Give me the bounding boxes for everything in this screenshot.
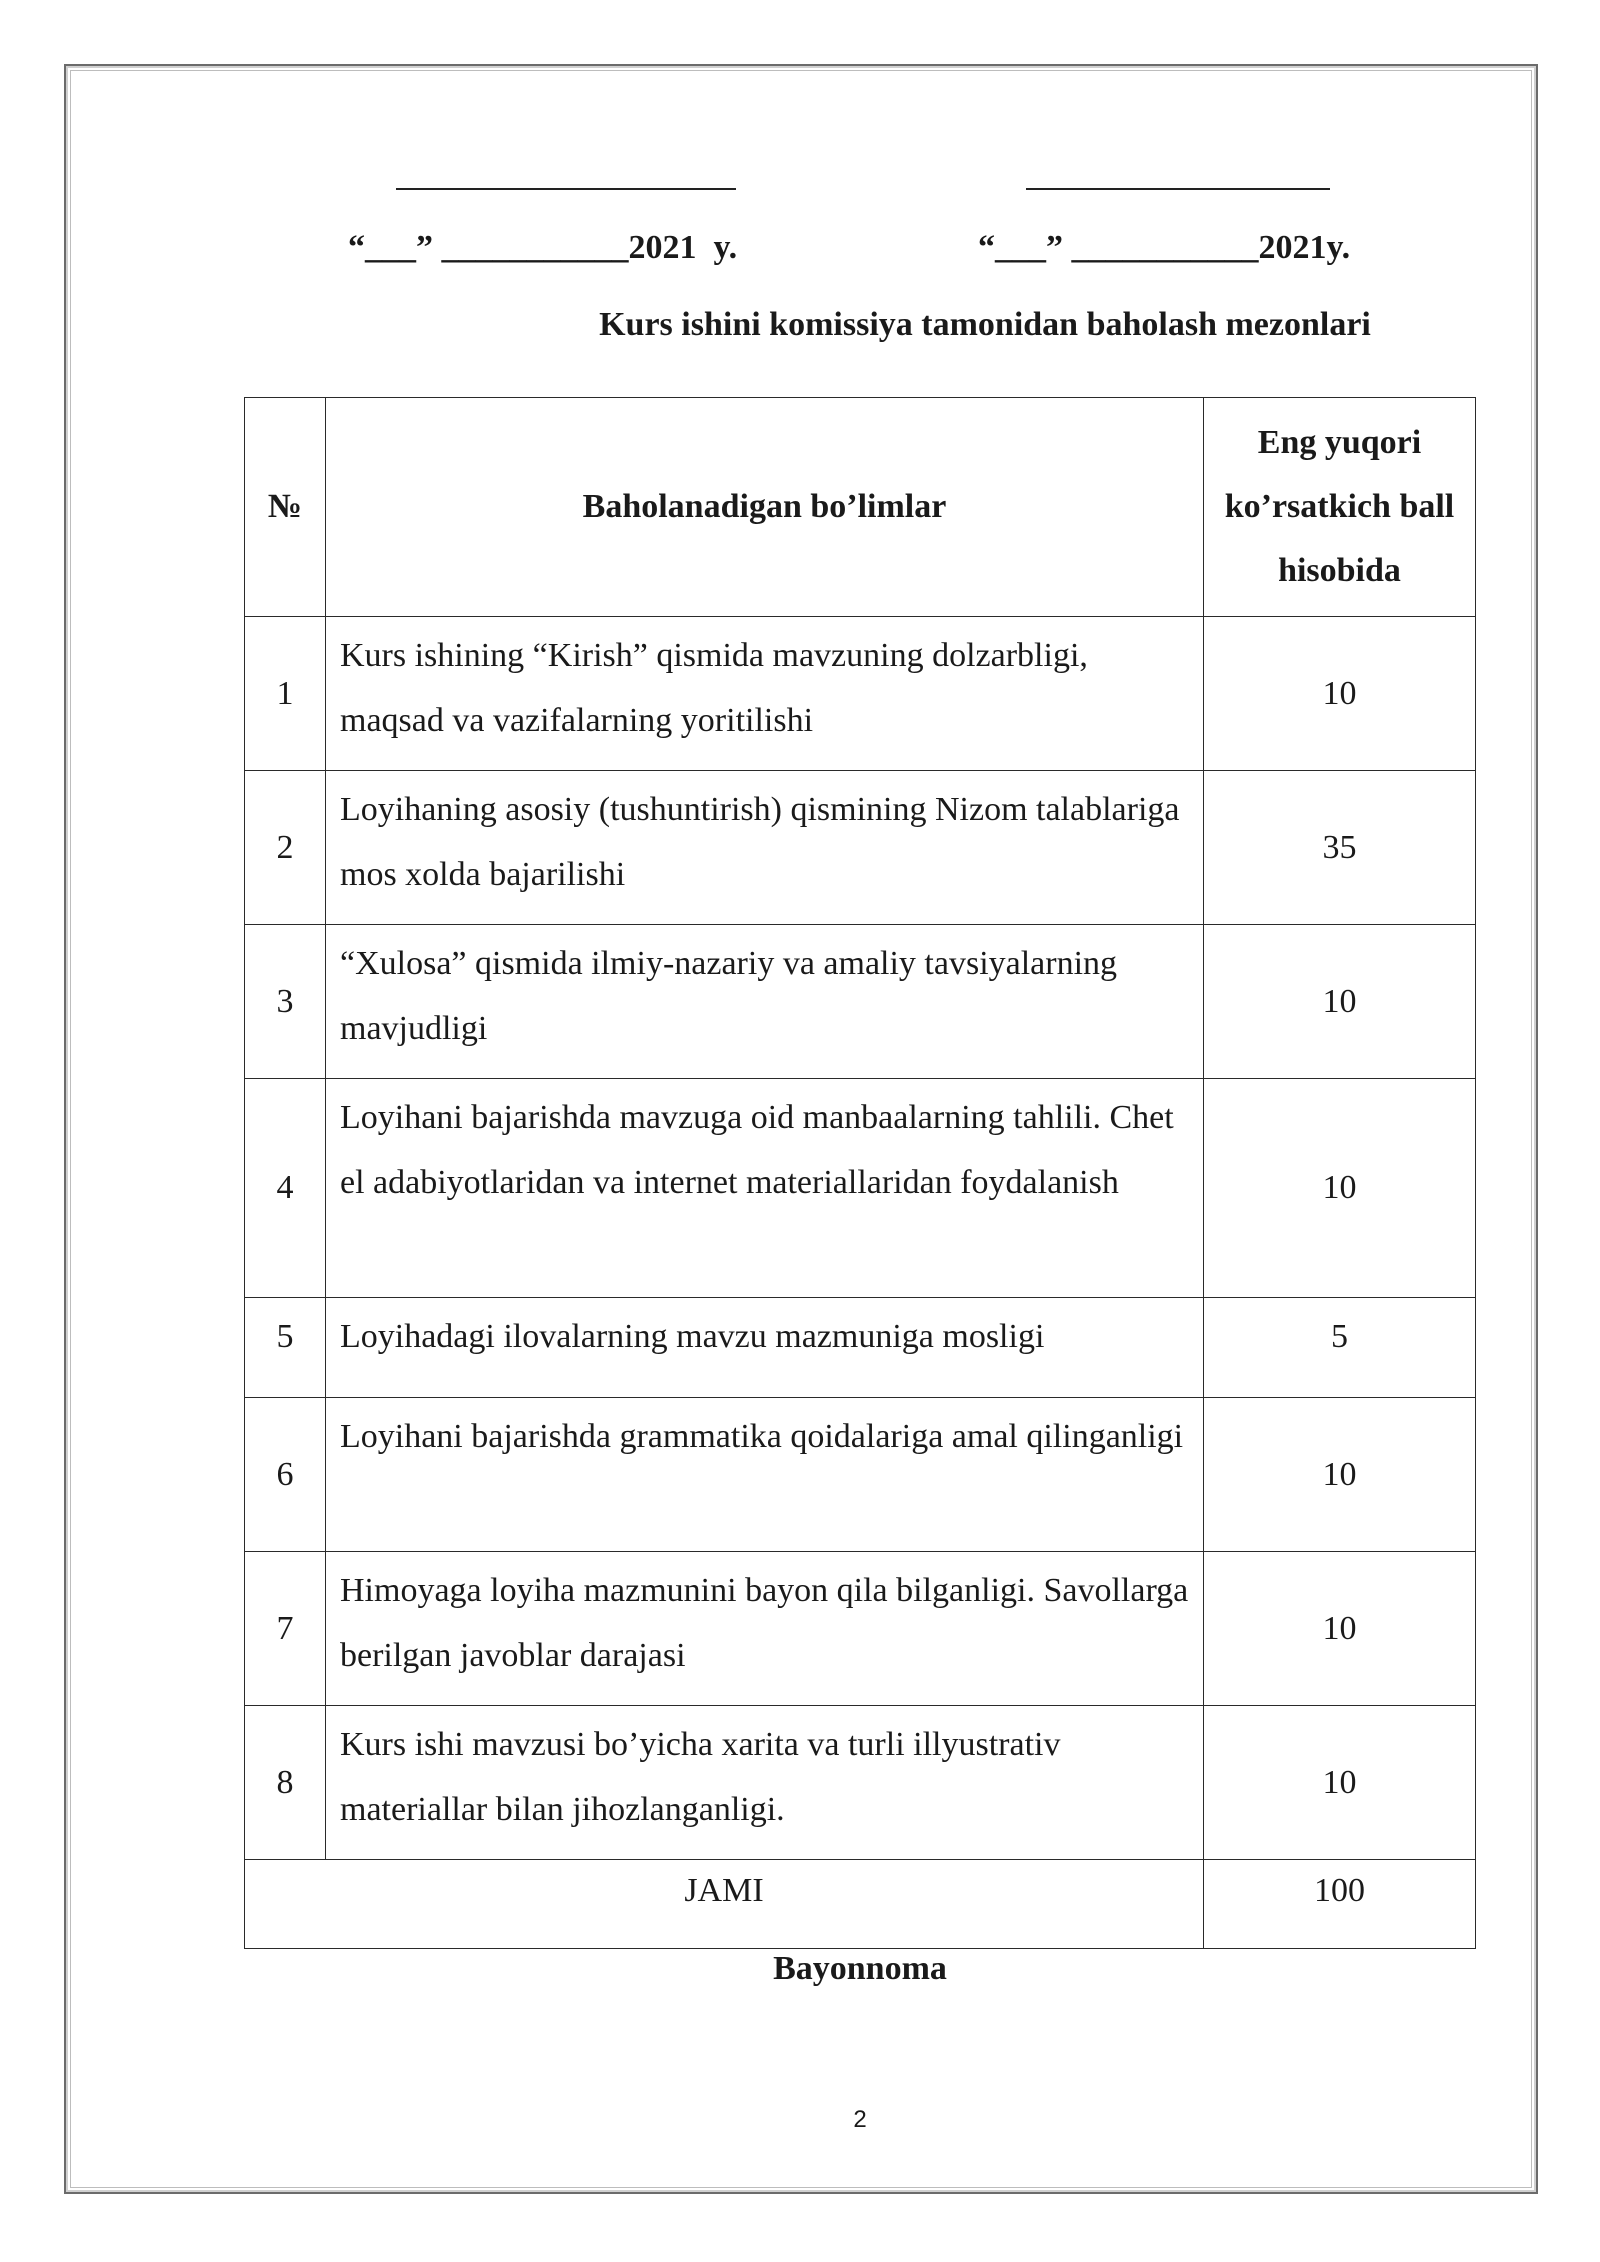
signature-line-right bbox=[1026, 188, 1330, 190]
row-description: Kurs ishining “Kirish” qismida mavzuning dolzarbligi, maqsad va vazifalarning yoritilishi bbox=[326, 617, 1204, 771]
row-number: 4 bbox=[245, 1079, 326, 1298]
row-description: Loyihani bajarishda mavzuga oid manbaalarning tahlili. Chet el adabiyotlaridan va internet materiallaridan foydalanish bbox=[326, 1079, 1204, 1298]
table-row bbox=[245, 925, 1476, 1079]
row-score: 10 bbox=[1204, 1079, 1476, 1298]
row-description: Kurs ishi mavzusi bo’yicha xarita va turli illyustrativ materiallar bilan jihozlanganligi. bbox=[326, 1706, 1204, 1860]
row-description: Loyihani bajarishda grammatika qoidalariga amal qilinganligi bbox=[326, 1398, 1204, 1552]
row-score: 10 bbox=[1204, 617, 1476, 771]
signature-line-left bbox=[396, 188, 736, 190]
total-value: 100 bbox=[1204, 1860, 1476, 1949]
table-header-row bbox=[245, 398, 1476, 617]
column-header-max-score: Eng yuqori ko’rsatkich ball hisobida bbox=[1204, 398, 1476, 617]
table-row bbox=[245, 1552, 1476, 1706]
footer-heading: Bayonnoma bbox=[773, 1950, 947, 1987]
table-row bbox=[245, 1079, 1476, 1298]
row-description: Loyihaning asosiy (tushuntirish) qismining Nizom talablariga mos xolda bajarilishi bbox=[326, 771, 1204, 925]
row-score: 10 bbox=[1204, 925, 1476, 1079]
row-number: 3 bbox=[245, 925, 326, 1079]
date-right: “___” ___________2021y. bbox=[978, 229, 1351, 266]
row-score: 10 bbox=[1204, 1552, 1476, 1706]
row-description: Himoyaga loyiha mazmunini bayon qila bilganligi. Savollarga berilgan javoblar darajasi bbox=[326, 1552, 1204, 1706]
table-row bbox=[245, 617, 1476, 771]
row-description: Loyihadagi ilovalarning mavzu mazmuniga mosligi bbox=[326, 1298, 1204, 1398]
row-number: 5 bbox=[245, 1298, 326, 1398]
total-label: JAMI bbox=[245, 1860, 1204, 1949]
row-number: 2 bbox=[245, 771, 326, 925]
row-number: 7 bbox=[245, 1552, 326, 1706]
row-score: 35 bbox=[1204, 771, 1476, 925]
table-row bbox=[245, 1298, 1476, 1398]
page-number: 2 bbox=[853, 2106, 867, 2133]
table-row bbox=[245, 771, 1476, 925]
row-description: “Xulosa” qismida ilmiy-nazariy va amaliy tavsiyalarning mavjudligi bbox=[326, 925, 1204, 1079]
row-number: 6 bbox=[245, 1398, 326, 1552]
row-number: 1 bbox=[245, 617, 326, 771]
table-row bbox=[245, 1398, 1476, 1552]
row-score: 10 bbox=[1204, 1398, 1476, 1552]
row-number: 8 bbox=[245, 1706, 326, 1860]
criteria-table bbox=[244, 397, 1476, 1949]
row-score: 5 bbox=[1204, 1298, 1476, 1398]
column-header-number: № bbox=[245, 398, 326, 617]
document-title: Kurs ishini komissiya tamonidan baholash mezonlari bbox=[599, 306, 1371, 343]
table-row bbox=[245, 1706, 1476, 1860]
row-score: 10 bbox=[1204, 1706, 1476, 1860]
column-header-sections: Baholanadigan bo’limlar bbox=[326, 398, 1204, 617]
table-total-row bbox=[245, 1860, 1476, 1949]
date-left: “___” ___________2021 y. bbox=[348, 229, 738, 266]
